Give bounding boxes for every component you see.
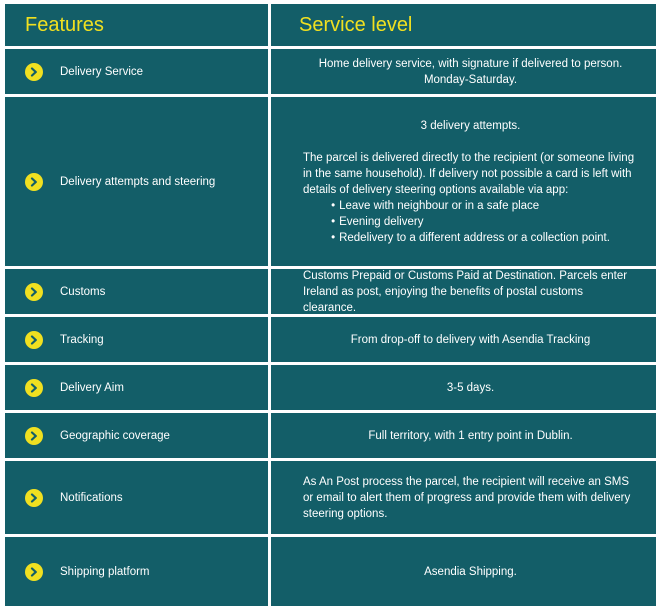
feature-cell xyxy=(5,365,268,410)
feature-cell xyxy=(5,317,268,362)
steering-options-list xyxy=(331,198,610,246)
feature-label: Geographic coverage xyxy=(60,429,170,442)
service-cell xyxy=(271,269,656,314)
service-text: 3 delivery attempts. xyxy=(420,119,521,132)
feature-label: Customs xyxy=(60,285,106,298)
feature-label: Delivery attempts and steering xyxy=(60,175,216,188)
service-text: Customs Prepaid or Customs Paid at Destination. Parcels enter Ireland as post, enjoying the benefits of postal customs clearance. xyxy=(303,269,628,314)
service-cell xyxy=(271,461,656,534)
service-cell xyxy=(271,97,656,266)
service-text: As An Post process the parcel, the recipient will receive an SMS or email to alert them of progress and provide them with delivery steering options. xyxy=(303,475,631,520)
service-text: Home delivery service, with signature if delivered to person. xyxy=(318,57,623,70)
feature-label: Notifications xyxy=(60,491,123,504)
list-item: • Redelivery to a different address or a collection point. xyxy=(331,230,610,246)
features-table xyxy=(5,4,656,586)
chevron-right-icon xyxy=(25,63,43,81)
service-cell xyxy=(271,413,656,458)
list-item: • Leave with neighbour or in a safe place xyxy=(331,198,610,214)
service-cell xyxy=(271,317,656,362)
service-text: 3-5 days. xyxy=(446,381,495,394)
chevron-right-icon xyxy=(25,379,43,397)
service-cell xyxy=(271,49,656,94)
service-level-header: Service level xyxy=(271,4,656,46)
feature-cell xyxy=(5,537,268,606)
service-cell xyxy=(271,537,656,606)
feature-cell xyxy=(5,97,268,266)
list-item: • Evening delivery xyxy=(331,214,610,230)
feature-cell xyxy=(5,269,268,314)
chevron-right-icon xyxy=(25,489,43,507)
service-cell xyxy=(271,365,656,410)
feature-label: Delivery Aim xyxy=(60,381,124,394)
service-text: The parcel is delivered directly to the recipient (or someone living in the same household). If delivery not possible a card is left with details of delivery steering options available via app: xyxy=(303,151,635,196)
chevron-right-icon xyxy=(25,283,43,301)
chevron-right-icon xyxy=(25,427,43,445)
features-header: Features xyxy=(5,4,268,46)
feature-cell xyxy=(5,413,268,458)
feature-cell xyxy=(5,461,268,534)
service-text: Asendia Shipping. xyxy=(424,565,517,578)
service-text: Monday-Saturday. xyxy=(423,73,518,86)
chevron-right-icon xyxy=(25,563,43,581)
feature-cell xyxy=(5,49,268,94)
feature-label: Delivery Service xyxy=(60,65,144,78)
service-text: From drop-off to delivery with Asendia Tracking xyxy=(350,333,591,346)
chevron-right-icon xyxy=(25,173,43,191)
feature-label: Tracking xyxy=(60,333,104,346)
service-text: Full territory, with 1 entry point in Dublin. xyxy=(368,429,573,442)
chevron-right-icon xyxy=(25,331,43,349)
feature-label: Shipping platform xyxy=(60,565,150,578)
